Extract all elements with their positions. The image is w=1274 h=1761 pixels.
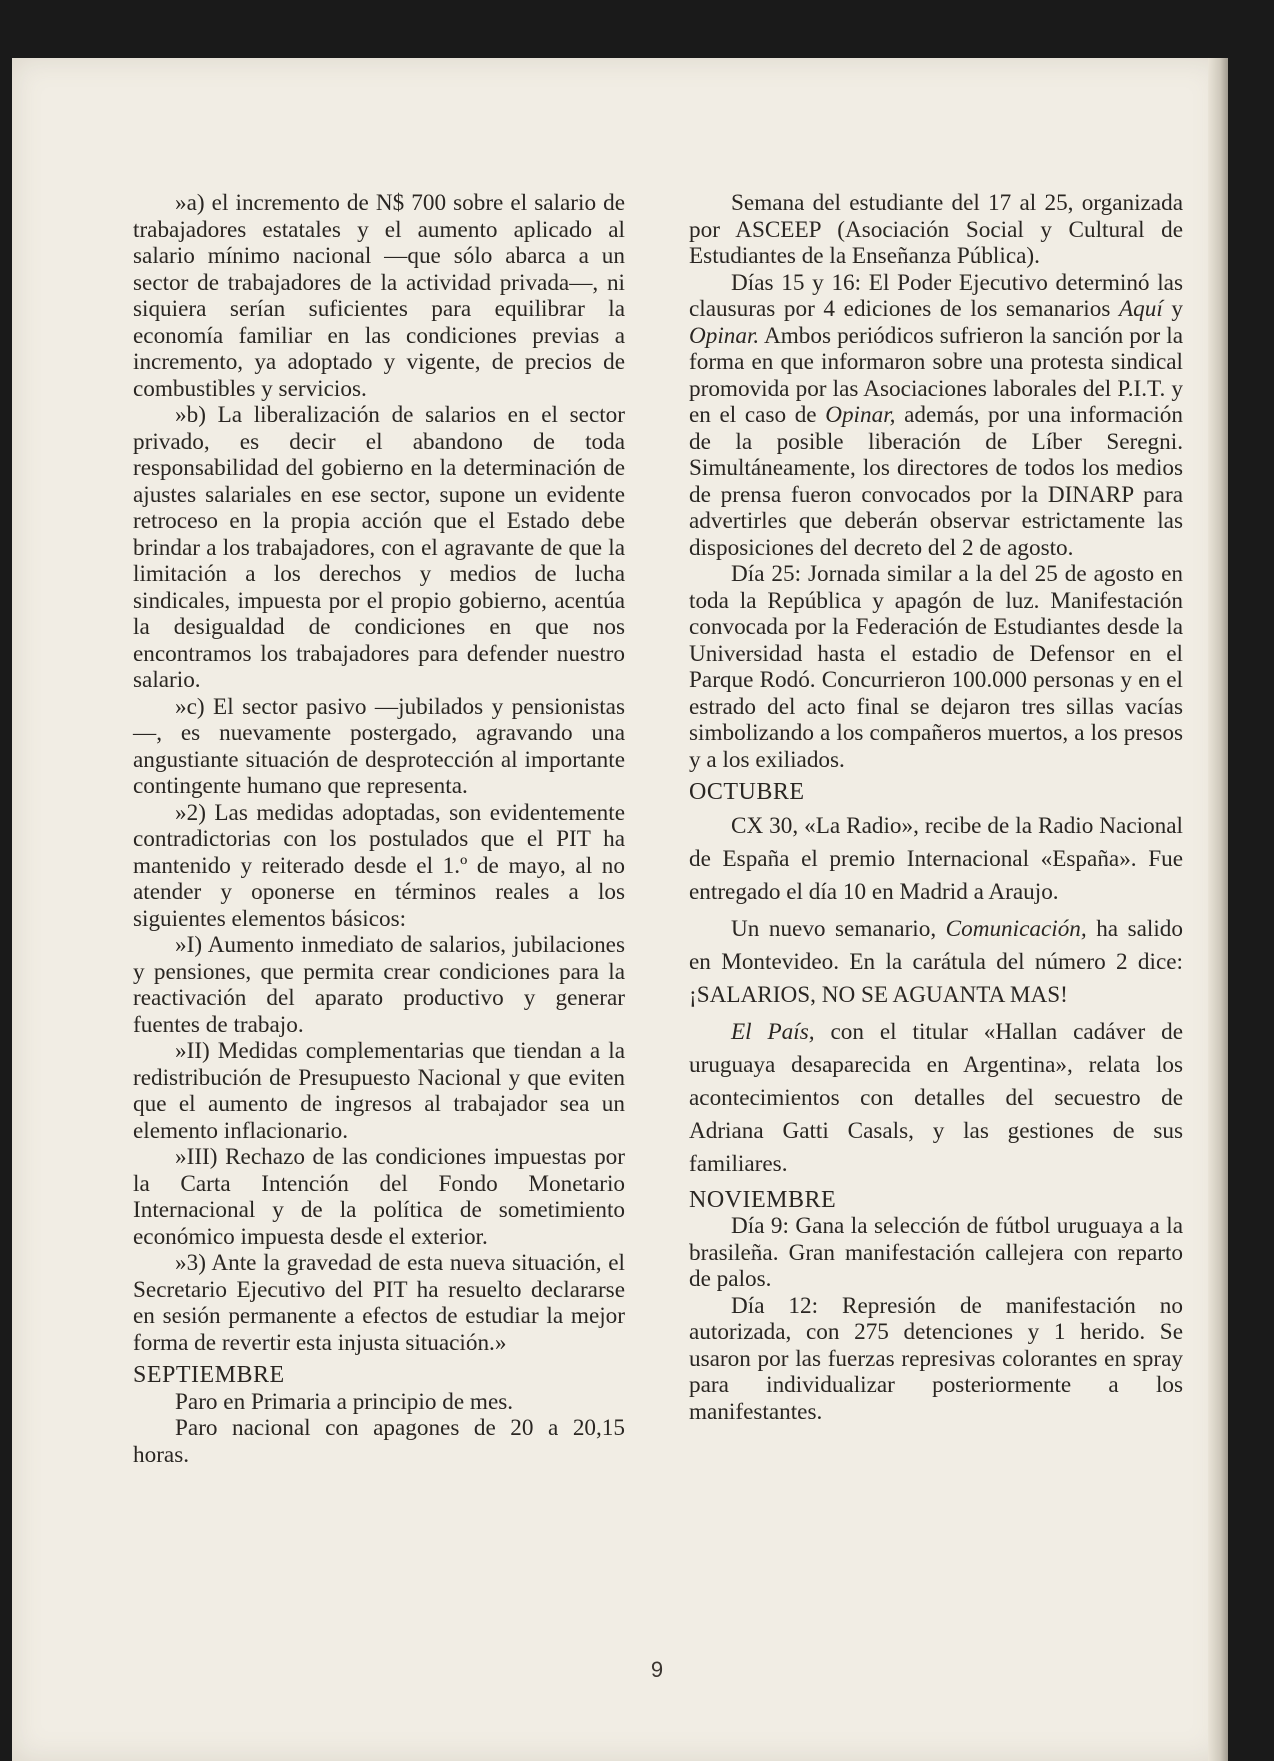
paragraph: Paro en Primaria a principio de mes. xyxy=(175,1388,514,1415)
paragraph: »III) Rechazo de las condiciones impuestas por la Carta Intención del Fondo Monetario Internacional y de la política de sometimiento económico impuesta desde el exterior. xyxy=(133,1144,625,1250)
paragraph: »3) Ante la gravedad de esta nueva situación, el Secretario Ejecutivo del PIT ha resuelto declararse en sesión permanente a efectos de estudiar la mejor forma de revertir esta injusta situación.» xyxy=(133,1250,625,1356)
right-column xyxy=(689,190,1183,1425)
paragraph: »II) Medidas complementarias que tiendan a la redistribución de Presupuesto Nacional y que eviten que el aumento de ingresos al trabajador sea un elemento inflacionario. xyxy=(133,1038,625,1144)
paragraph: Día 9: Gana la selección de fútbol uruguaya a la brasileña. Gran manifestación callejera con reparto de palos. xyxy=(689,1213,1183,1292)
publication-title: Comunicación, xyxy=(945,915,1087,942)
section-heading-noviembre: NOVIEMBRE xyxy=(689,1186,837,1213)
page-number: 9 xyxy=(650,1657,664,1682)
publication-title: Aquí xyxy=(1118,296,1163,322)
paragraph: »b) La liberalización de salarios en el sector privado, es decir el abandono de toda responsabilidad del gobierno en la determinación de ajustes salariales en ese sector, supone un evidente retroceso en la propia acción que el Estado debe brindar a los trabajadores, con el agravante de que la limitación a los derechos y medios de lucha sindicales, impuesta por el propio gobierno, acentúa la desigualdad de condiciones en que nos encontramos los trabajadores para defender nuestro salario. xyxy=(133,402,625,693)
paragraph: »a) el incremento de N$ 700 sobre el salario de trabajadores estatales y el aumento aplicado al salario mínimo nacional —que sólo abarca a un sector de trabajadores de la actividad privada—, ni siquiera serían suficientes para equilibrar la economía familiar en las condiciones previas a incremento, ya adoptado y vigente, de precios de combustibles y servicios. xyxy=(133,190,625,402)
paragraph: Días 15 y 16: El Poder Ejecutivo determinó las clausuras por 4 ediciones de los semanarios Aquí y Opinar. Ambos periódicos sufrieron la sanción por la forma en que informaron sobre una protesta sindical promovida por las Asociaciones laborales del P.I.T. y en el caso de Opinar, además, por una información de la posible liberación de Líber Seregni. Simultáneamente, los directores de todos los medios de prensa fueron convocados por la DINARP para advertirles que deberán observar estrictamente las disposiciones del decreto del 2 de agosto. xyxy=(689,269,1183,561)
paragraph: Un nuevo semanario, Comunicación, ha salido en Montevideo. En la carátula del número 2 dice: ¡SALARIOS, NO SE AGUANTA MAS! xyxy=(689,915,1183,1008)
left-column xyxy=(133,190,625,1468)
section-heading-octubre: OCTUBRE xyxy=(689,779,805,805)
publication-title: Opinar. xyxy=(689,322,760,349)
paragraph: Día 12: Represión de manifestación no autorizada, con 275 detenciones y 1 herido. Se usaron por las fuerzas represivas colorantes en spray para individualizar posteriormente a los manifestantes. xyxy=(689,1292,1183,1425)
publication-title: El País, xyxy=(731,1018,815,1045)
paragraph: Semana del estudiante del 17 al 25, organizada por ASCEEP (Asociación Social y Cultural de Estudiantes de la Enseñanza Pública). xyxy=(689,190,1183,269)
paragraph: »c) El sector pasivo —jubilados y pensionistas—, es nuevamente postergado, agravando una angustiante situación de desprotección al importante contingente humano que representa. xyxy=(133,693,625,799)
page-edge xyxy=(1208,58,1228,1761)
paragraph: »I) Aumento inmediato de salarios, jubilaciones y pensiones, que permita crear condiciones para la reactivación del aparato productivo y generar fuentes de trabajo. xyxy=(133,932,625,1038)
paragraph: Día 25: Jornada similar a la del 25 de agosto en toda la República y apagón de luz. Manifestación convocada por la Federación de Estudiantes desde la Universidad hasta el estadio de Defensor en el Parque Rodó. Concurrieron 100.000 personas y en el estrado del acto final se dejaron tres sillas vacías simbolizando a los compañeros muertos, a los presos y a los exiliados. xyxy=(689,561,1183,773)
paragraph: »2) Las medidas adoptadas, son evidentemente contradictorias con los postulados que el PIT ha mantenido y reiterado desde el 1.º de mayo, al no atender y oponerse en términos reales a los siguientes elementos básicos: xyxy=(133,799,625,932)
publication-title: Opinar, xyxy=(825,402,896,428)
paragraph: CX 30, «La Radio», recibe de la Radio Nacional de España el premio Internacional «España». Fue entregado el día 10 en Madrid a Araujo. xyxy=(689,812,1183,905)
section-heading-septiembre: SEPTIEMBRE xyxy=(133,1362,285,1388)
paragraph: El País, con el titular «Hallan cadáver de uruguaya desaparecida en Argentina», relata los acontecimientos con detalles del secuestro de Adriana Gatti Casals, y las gestiones de sus familiares. xyxy=(689,1018,1183,1177)
paragraph: Paro nacional con apagones de 20 a 20,15 horas. xyxy=(133,1415,625,1468)
